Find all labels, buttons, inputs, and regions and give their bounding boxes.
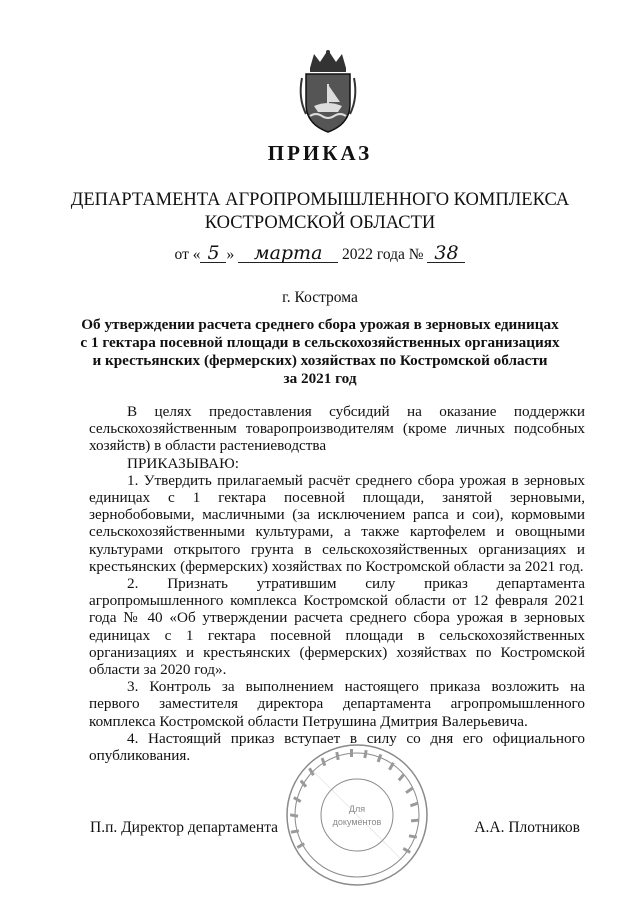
date-prefix: от « [174,246,201,263]
item-4: 4. Настоящий приказ вступает в силу со дня его официального опубликования. [89,729,585,765]
item-1: 1. Утвердить прилагаемый расчёт среднего сбора урожая в зерновых единицах с 1 гектара посевной площади, занятой зерновыми, зернобобовыми, масличными (за исключением рапса и сои), кормовыми сельскохозяйственными культурами, а также картофелем и овощными культурами открытого грунта в сельскохозяйственных организациях и крестьянских (фермерских) хозяйствах по Костромской области за 2021 год. [89,471,585,575]
date-line [0,244,640,264]
item-3: 3. Контроль за выполнением настоящего приказа возложить на первого заместителя директора департамента агропромышленного комплекса Костромской области Петрушина Дмитрия Валерьевича. [89,678,585,730]
document-title: ПРИКАЗ [267,141,373,165]
subject-line: Об утверждении расчета среднего сбора урожая в зерновых единицах [81,316,559,333]
stamp-text-line2: документов [332,817,382,827]
official-seal-stamp [282,740,432,890]
order-number-handwritten: 38 [427,244,465,263]
department-name-line1: ДЕПАРТАМЕНТА АГРОПРОМЫШЛЕННОГО КОМПЛЕКСА [70,190,570,210]
subject-line: с 1 гектара посевной площади в сельскохозяйственных организациях [80,334,560,351]
date-mid: » [226,246,235,263]
subject-line: и крестьянских (фермерских) хозяйствах по Костромской области [92,352,548,369]
order-number-label: № [408,246,424,263]
order-body [89,403,585,764]
order-subject [70,316,570,388]
coat-of-arms-emblem [296,48,360,134]
signatory-position: П.п. Директор департамента [90,819,279,836]
item-2: 2. Признать утратившим силу приказ департамента агропромышленного комплекса Костромской области от 12 февраля 2021 года № 40 «Об утверждении расчета среднего сбора урожая в зерновых единицах с 1 гектара посевной площади в сельскохозяйственных организациях и крестьянских (фермерских) хозяйствах по Костромской области за 2020 год». [89,575,585,679]
date-month-handwritten: марта [238,244,338,263]
subject-line: за 2021 год [283,370,357,387]
date-day-handwritten: 5 [200,244,226,263]
command-word: ПРИКАЗЫВАЮ: [127,454,239,472]
signatory-name: А.А. Плотников [474,819,580,836]
city: г. Кострома [282,289,358,306]
date-year: 2022 года [341,246,405,263]
department-name-line2: КОСТРОМСКОЙ ОБЛАСТИ [204,213,436,233]
stamp-text-line1: Для [348,804,366,814]
intro-paragraph: В целях предоставления субсидий на оказание поддержки сельскохозяйственным товаропроизводителям (кроме личных подсобных хозяйств) в области растениеводства [89,403,585,455]
